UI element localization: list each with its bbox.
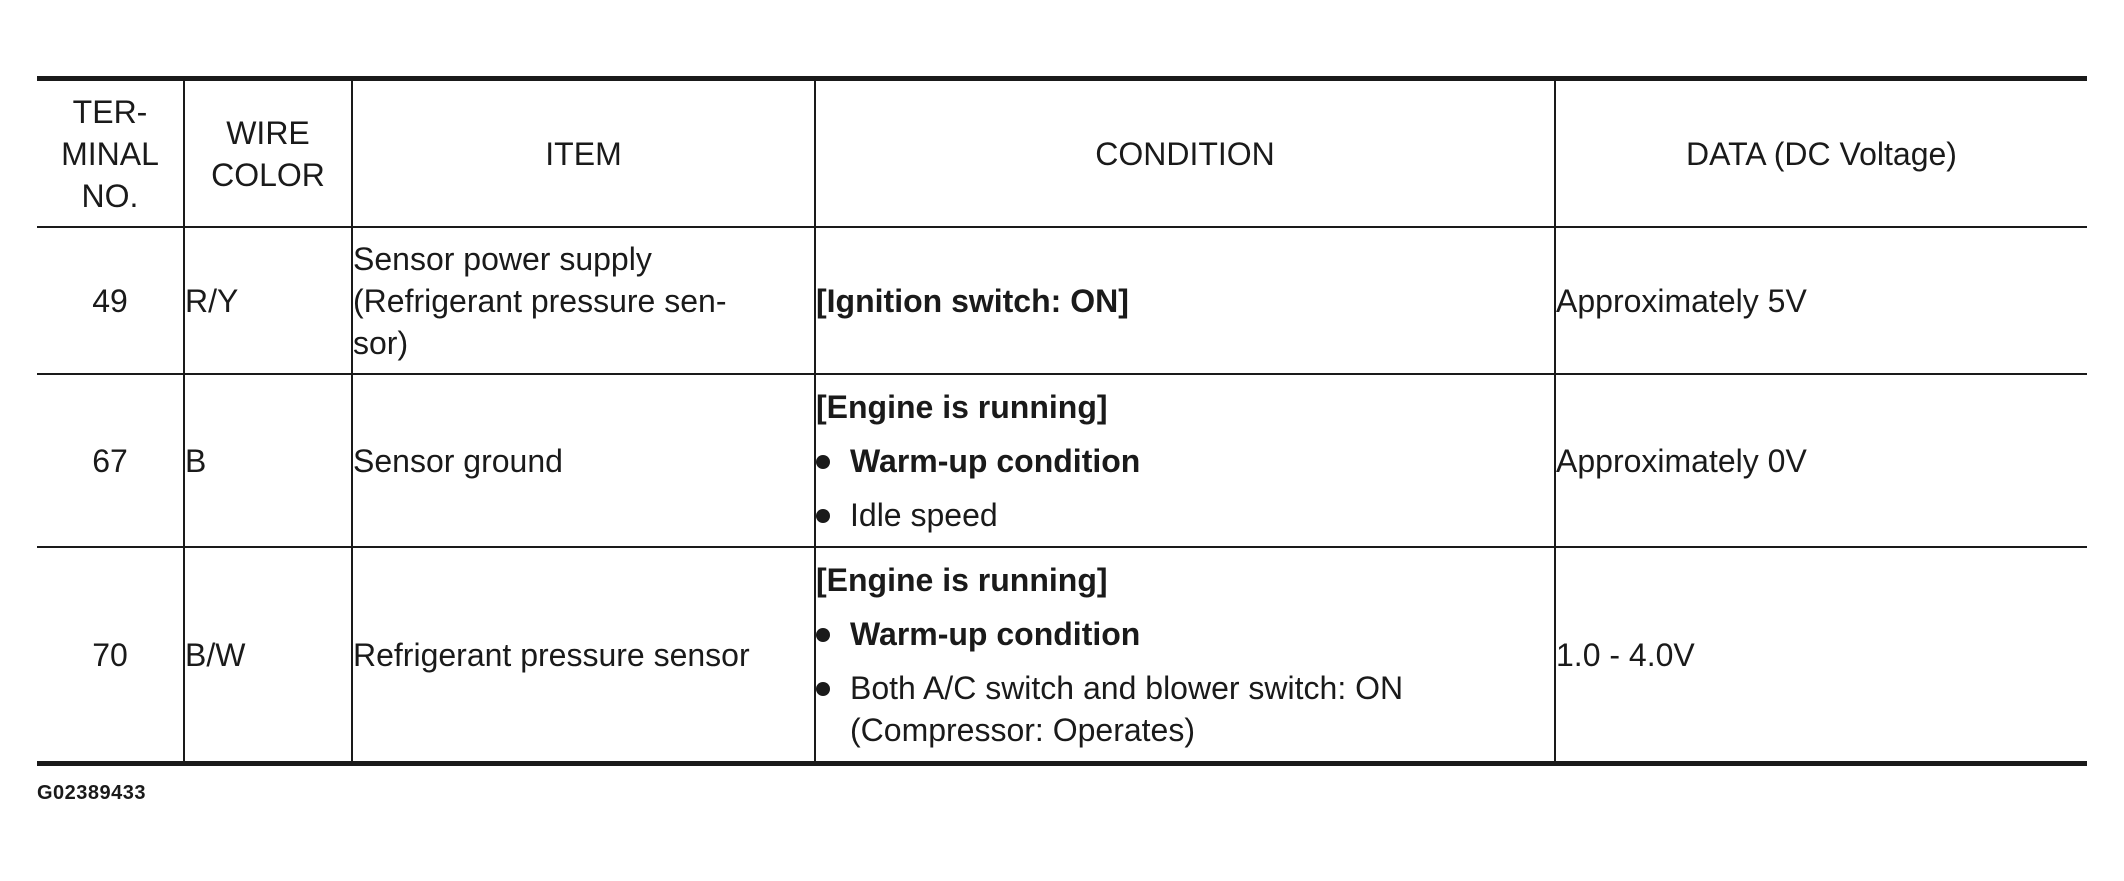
condition-heading: [Ignition switch: ON] bbox=[816, 282, 1129, 319]
terminal-number: 49 bbox=[37, 227, 184, 374]
wire-color: B/W bbox=[184, 547, 352, 764]
bullet-text bbox=[850, 667, 1403, 751]
header-item: ITEM bbox=[352, 79, 815, 228]
bullet-dot-icon bbox=[816, 682, 830, 696]
bullet-dot-icon bbox=[816, 509, 830, 523]
header-data: DATA (DC Voltage) bbox=[1555, 79, 2087, 228]
item-line: sor) bbox=[353, 324, 409, 361]
wire-color: B bbox=[184, 374, 352, 547]
bullet-text: Warm-up condition bbox=[850, 442, 1141, 479]
header-terminal-no bbox=[37, 79, 184, 228]
terminal-number: 70 bbox=[37, 547, 184, 764]
table-row bbox=[37, 547, 2087, 764]
item-cell bbox=[352, 227, 815, 374]
header-wire-line: WIRE bbox=[226, 114, 310, 151]
terminal-number: 67 bbox=[37, 374, 184, 547]
item-cell bbox=[352, 374, 815, 547]
table-row bbox=[37, 227, 2087, 374]
data-value: Approximately 0V bbox=[1555, 374, 2087, 547]
bullet-text-line: (Compressor: Operates) bbox=[850, 711, 1195, 748]
bullet-text: Warm-up condition bbox=[850, 615, 1141, 652]
header-terminal-line: NO. bbox=[81, 177, 139, 214]
bullet-text-line: Both A/C switch and blower switch: ON bbox=[850, 669, 1404, 706]
item-line: Refrigerant pressure sensor bbox=[353, 636, 750, 673]
condition-cell bbox=[815, 227, 1555, 374]
terminal-reference-sheet bbox=[37, 76, 2087, 766]
figure-id: G02389433 bbox=[37, 782, 147, 804]
condition-cell bbox=[815, 547, 1555, 764]
item-line: Sensor ground bbox=[353, 442, 563, 479]
condition-heading: [Engine is running] bbox=[816, 388, 1108, 425]
item-line: (Refrigerant pressure sen- bbox=[353, 282, 727, 319]
header-terminal-line: TER- bbox=[72, 93, 148, 130]
data-value: 1.0 - 4.0V bbox=[1555, 547, 2087, 764]
terminal-table bbox=[37, 76, 2087, 766]
condition-cell bbox=[815, 374, 1555, 547]
condition-bullet bbox=[816, 494, 1554, 536]
data-value: Approximately 5V bbox=[1555, 227, 2087, 374]
header-row bbox=[37, 79, 2087, 228]
bullet-dot-icon bbox=[816, 455, 830, 469]
condition-bullet bbox=[816, 667, 1554, 751]
header-wire-line: COLOR bbox=[211, 156, 325, 193]
bullet-text: Idle speed bbox=[850, 496, 998, 533]
bullet-dot-icon bbox=[816, 628, 830, 642]
item-cell bbox=[352, 547, 815, 764]
item-line: Sensor power supply bbox=[353, 240, 652, 277]
condition-bullet bbox=[816, 613, 1554, 655]
condition-bullet bbox=[816, 440, 1554, 482]
header-wire-color bbox=[184, 79, 352, 228]
wire-color: R/Y bbox=[184, 227, 352, 374]
table-row bbox=[37, 374, 2087, 547]
condition-heading: [Engine is running] bbox=[816, 561, 1108, 598]
header-condition: CONDITION bbox=[815, 79, 1555, 228]
header-terminal-line: MINAL bbox=[61, 135, 159, 172]
